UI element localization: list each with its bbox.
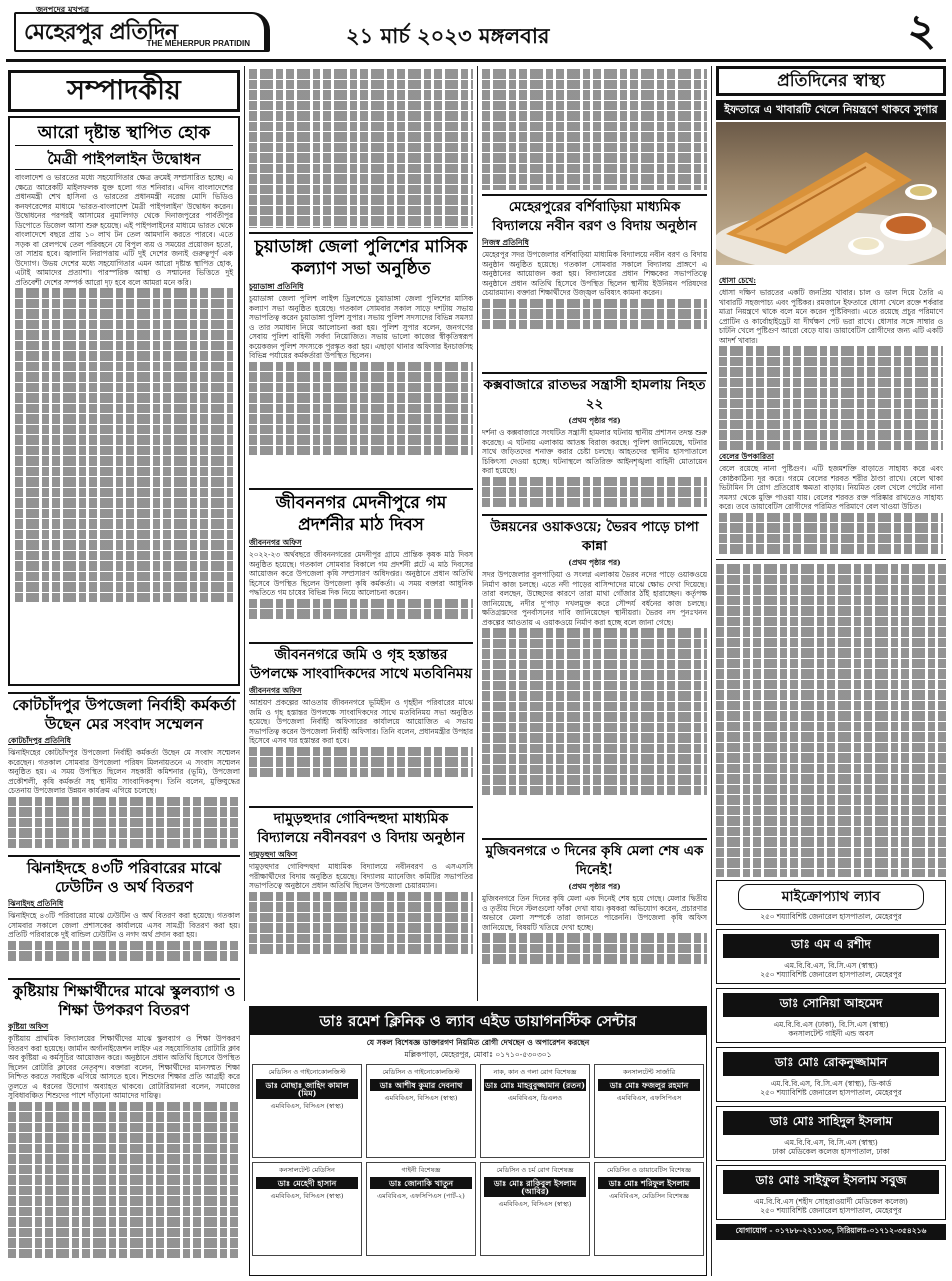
clinic-title: ডাঃ রমেশ ক্লিনিক ও ল্যাব এইড ডায়াগনস্টিক সেন্টার [250,1007,706,1035]
masthead [6,4,946,62]
clinic-doctor-card [252,1064,362,1158]
dosa-illustration [716,122,946,265]
editorial-section-banner [8,70,240,112]
article-headline: কক্সবাজারে রাতভর সন্ত্রাসী হামলায় নিহত ২২ [483,377,706,412]
article-headline: মুজিবনগরে ৩ দিনের কৃষি মেলা শেষ এক দিনেই! [485,843,704,878]
article-headline: জীবননগর মেদনীপুরে গম প্রদর্শনীর মাঠ দিবস [275,493,447,535]
doctor-department: কনসালটেন্ট মেডিসিন [279,1166,335,1174]
doctor-department: গাইনী বিশেষজ্ঞ [401,1166,441,1174]
masthead-name: মেহেরপুর প্রতিদিন [24,19,178,45]
editorial-article [8,116,240,686]
doctor-department: মেডিসিন ও গাইনোকোলজিস্ট [268,1068,346,1076]
article-body: আশ্রয়ণ প্রকল্পের আওতায় জীবননগরে ভূমিহীন ও গৃহহীন পরিবারের মাঝে জমি ও গৃহ হস্তান্তর উপলক্ষে সাংবাদিকদের সাথে মতবিনিময় সভা অনুষ্ঠিত হয়েছে। উপজেলা নির্বাহী অফিসারের কার্যালয়ে আয়োজিত এ সভায় সভাপতিত্ব করেন উপজেলা নির্বাহী অফিসার। তিনি বলেন, প্রধানমন্ত্রীর উপহার হিসেবে এসব ঘর হস্তান্তর করা হবে। [249,698,473,745]
doctor-ad-qualifications: এম.বি.বি.এস, বি.সি.এস (স্বাস্থ্য) [784,1138,878,1147]
doctor-department: কনসালটেন্ট সার্জারি [622,1068,676,1076]
right-ads-footer: যোগাযোগ - ০১৭৮৮-২২১১৩৩, সিরিয়ালঃ-০১৭১২-৩৫৪২১৬ [716,1224,946,1240]
article-byline: জীবননগর অফিস [249,686,302,695]
article-headline: চুয়াডাঙ্গা জেলা পুলিশের মাসিক কল্যাণ সভা অনুষ্ঠিত [254,237,468,279]
article-body: কুষ্টিয়ায় প্রাথমিক বিদ্যালয়ের শিক্ষার্থীদের মাঝে স্কুলব্যাগ ও শিক্ষা উপকরণ বিতরণ করা হয়েছে। জার্মান অর্গানাইজেশন লাইফ এর সহযোগিতায় রোটারি ক্লাব অব কুষ্টিয়া এ কর্মসূচির আয়োজন করে। অনুষ্ঠানে প্রধান অতিথি হিসেবে উপস্থিত ছিলেন রোটারি ক্লাবের নেতৃবৃন্দ। বক্তারা বলেন, শিক্ষার্থীদের মানসম্মত শিক্ষা নিশ্চিত করতে সবাইকে এগিয়ে আসতে হবে। শিশুদের শিক্ষার প্রতি আগ্রহী করে তুলতে এ ধরনের উদ্যোগ অব্যাহত থাকবে। রোটারিয়ানরা বলেন, সমাজের সুবিধাবঞ্চিত শিশুদের পাশে দাঁড়ানো আমাদের দায়িত্ব। [8,1034,240,1100]
health-sub-label: বেলের উপকারিতা [719,452,774,461]
clinic-doctor-card [252,1162,362,1256]
doctor-ad-name: ডাঃ মোঃ সাহিদুল ইসলাম [723,1111,939,1135]
doctor-qualifications: এমবিবিএস, বিসিএস (স্বাস্থ্য) [384,1094,458,1102]
doctor-ad-workplace: ঢাকা মেডিকেল কলেজ হাসপাতাল, ঢাকা [772,1147,890,1156]
article-headline: দামুড়হুদার গোবিন্দহুদা মাধ্যমিক বিদ্যালয়ে নবীনবরণ ও বিদায় অনুষ্ঠান [257,811,465,846]
article-cox-attack [482,372,707,510]
doctor-ad [716,929,946,984]
doctor-department: মেডিসিন ও চর্ম রোগ বিশেষজ্ঞ [496,1166,574,1174]
article-byline: নিজস্ব প্রতিনিধি [482,238,529,247]
lab-ad-name: মাইক্রোপ্যাথ ল্যাব [738,884,924,910]
doctor-qualifications: এমবিবিএস, বিসিএস (স্বাস্থ্য) [498,1200,572,1208]
article-body: মুজিবনগরে তিন দিনের কৃষি মেলা এক দিনেই শেষ হয়ে গেছে। মেলার দ্বিতীয় ও তৃতীয় দিনে স্টলগুলো ফাঁকা দেখা যায়। কৃষকরা অভিযোগ করেন, প্রচারণার অভাবে মেলা সম্পর্কে তারা জানতে পারেননি। উপজেলা কৃষি অফিস জানিয়েছে, বিষয়টি খতিয়ে দেখা হচ্ছে। [482,894,707,932]
doctor-ad [716,988,946,1043]
doctor-department: নাক, কান ও গলা রোগ বিশেষজ্ঞ [493,1068,577,1076]
doctor-ad-name: ডাঃ সোনিয়া আহমেদ [723,993,939,1017]
doctor-ad-name: ডাঃ মোঃ রোকনুজ্জামান [723,1052,939,1076]
doctor-name: ডাঃ জোনাকি খাতুন [370,1177,472,1189]
doctor-name: ডাঃ মোঃ রাকিবুল ইসলাম (আবির) [484,1177,586,1197]
article-chuadanga-police [249,232,473,484]
clinic-advertisement [249,1006,707,1276]
doctor-name: ডাঃ মোঃ ফজলুর রহমান [598,1079,700,1091]
article-headline: কুষ্টিয়ায় শিক্ষার্থীদের মাঝে স্কুলব্যাগ ও শিক্ষা উপকরণ বিতরণ [12,982,236,1019]
doctor-qualifications: এমবিবিএস, বিসিএস (স্বাস্থ্য) [270,1102,344,1110]
right-doctor-ads [716,880,946,1276]
article-borshibaria-school [482,194,707,368]
doctor-ad [716,1165,946,1220]
article-headline: কোটচাঁদপুর উপজেলা নির্বাহী কর্মকর্তা উছেন মের সংবাদ সম্মেলন [12,696,236,733]
right-doctor-list [716,929,946,1220]
doctor-name: ডাঃ মেহেদী হাসান [256,1177,358,1189]
doctor-ad-qualifications: এম.বি.বি.এস, বি.সি.এস (স্বাস্থ্য) [784,961,878,970]
health-section-banner [716,66,946,96]
article-byline: কুষ্টিয়া অফিস [8,1022,49,1031]
column4-continued [716,559,946,877]
editorial-headline: আরো দৃষ্টান্ত স্থাপিত হোক [15,121,233,146]
dosa-photo [716,122,946,265]
health-section-title: প্রতিদিনের স্বাস্থ্য [777,71,885,91]
lab-ad-address: ২৫০ শয্যাবিশিষ্ট জেনারেল হাসপাতাল, মেহেরপুর [760,912,902,921]
article-kotchandpur [8,692,240,852]
doctor-ad-workplace: ২৫০ শয্যাবিশিষ্ট জেনারেল হাসপাতাল, মেহেরপুর [760,970,902,979]
article-kushtia [8,978,240,1276]
clinic-doctor-card [366,1162,476,1256]
clinic-doctor-card [480,1162,590,1256]
column3-continued [482,68,707,190]
doctor-name: ডাঃ আশীষ কুমার দেবনাথ [370,1079,472,1091]
doctor-ad-workplace: ২৫০ শয্যাবিশিষ্ট জেনারেল হাসপাতাল, মেহেরপুর [760,1088,902,1097]
doctor-ad [716,1106,946,1161]
doctor-department: মেডিসিন ও ডায়াবেটিস বিশেষজ্ঞ [607,1166,691,1174]
clinic-doctor-card [366,1064,476,1158]
doctor-ad-qualifications: এম.বি.বি.এস (শহীদ সোহরাওয়ার্দী মেডিকেল কলেজ) [754,1197,908,1206]
article-headline: ঝিনাইদহে ৪৩টি পরিবারের মাঝে ঢেউটিন ও অর্থ বিতরণ [26,859,222,896]
doctor-ad-name: ডাঃ এম এ রশীদ [723,934,939,958]
doctor-department: মেডিসিন ও গাইনোকোলজিস্ট [382,1068,460,1076]
doctor-qualifications: এমবিবিএস, বিসিএস (স্বাস্থ্য) [270,1192,344,1200]
article-body: দামুড়হুদার গোবিন্দহুদা মাধ্যমিক বিদ্যালয়ে নবীনবরণ ও এসএসসি পরীক্ষার্থীদের বিদায় অনুষ্ঠিত হয়েছে। বিদ্যালয় ম্যানেজিং কমিটির সভাপতির সভাপতিত্বে অনুষ্ঠানে প্রধান অতিথি ছিলেন উপজেলা চেয়ারম্যান। [249,862,473,890]
doctor-ad-qualifications: এম.বি.বি.এস (ঢাকা), বি.সি.এস (স্বাস্থ্য) [773,1020,889,1029]
article-byline: (প্রথম পৃষ্ঠার পর) [568,558,621,567]
doctor-qualifications: এমবিবিএস, এফসিপিএস [616,1094,682,1102]
article-headline: মেহেরপুরের বর্শিবাড়িয়া মাধ্যমিক বিদ্যালয়ে নবীন বরণ ও বিদায় অনুষ্ঠান [492,199,697,234]
editorial-section-title: সম্পাদকীয় [67,75,181,106]
doctor-ad-workplace: ২৫০ শয্যাবিশিষ্ট জেনারেল হাসপাতাল, মেহেরপুর [760,1206,902,1215]
article-body: মেহেরপুর সদর উপজেলার বর্শিবাড়িয়া মাধ্যমিক বিদ্যালয়ে নবীন বরণ ও বিদায় অনুষ্ঠান অনুষ্ঠিত হয়েছে। গতকাল সোমবার সকালে বিদ্যালয় প্রাঙ্গণে এ অনুষ্ঠানের আয়োজন করা হয়। বিদ্যালয়ের প্রধান শিক্ষকের সভাপতিত্বে অনুষ্ঠানে প্রধান অতিথি হিসেবে উপস্থিত ছিলেন স্থানীয় ইউনিয়ন পরিষদের চেয়ারম্যান। বক্তারা শিক্ষার্থীদের উজ্জ্বল ভবিষ্যৎ কামনা করেন। [482,250,707,297]
article-byline: (প্রথম পৃষ্ঠার পর) [568,882,621,891]
issue-date: ২১ মার্চ ২০২৩ মঙ্গলবার [346,23,550,48]
article-byline: কোটচাঁদপুর প্রতিনিধি [8,736,71,745]
masthead-logo [14,12,270,52]
clinic-subtitle: যে সকল বিশেষজ্ঞ ডাক্তারগণ নিয়মিত রোগী দেখছেন ও অপারেশন করছেন [366,1038,590,1047]
column2-continued [249,68,473,228]
doctor-name: ডাঃ মোছাঃ জাহিদ কামাল (মিম) [256,1079,358,1099]
doctor-qualifications: এমবিবিএস, ডিএলও [507,1094,563,1102]
editorial-subhead: মৈত্রী পাইপলাইন উদ্বোধন [15,149,233,170]
article-mujibnagar-fair [482,838,707,1002]
doctor-qualifications: এমবিবিএস, এফসিপিএস (পার্ট-২) [377,1192,465,1200]
article-byline: দামুড়হুদা অফিস [249,850,298,859]
article-jhenaidah [8,855,240,975]
health-article [716,100,946,555]
article-bhairab-walkway [482,514,707,834]
health-body: ধোসা দক্ষিণ ভারতের একটি জনপ্রিয় খাবার। চাল ও ডাল দিয়ে তৈরি এ খাবারটি সহজপাচ্য এবং পুষ্টিকর। রমজানে ইফতারে ধোসা খেলে রক্তে শর্করার মাত্রা নিয়ন্ত্রণে থাকে বলে মনে করেন পুষ্টিবিদরা। এতে রয়েছে প্রচুর পরিমাণে প্রোটিন ও কার্বোহাইড্রেট যা দীর্ঘক্ষণ পেট ভরা রাখে। ধোসার সঙ্গে সাম্বার ও চাটনি খেলে পুষ্টিগুণ আরো বেড়ে যায়। ডায়াবেটিস রোগীদের জন্য এটি একটি আদর্শ খাবার। [719,288,943,345]
lab-ad [716,880,946,925]
article-body: ঝিনাইদহে ৪৩টি পরিবারের মাঝে ঢেউটিন ও অর্থ বিতরণ করা হয়েছে। গতকাল সোমবার সকালে জেলা প্রশাসকের কার্যালয়ে এসব সামগ্রী বিতরণ করা হয়। প্রতিটি পরিবারকে দুই বান্ডিল ঢেউটিন ও নগদ অর্থ প্রদান করা হয়। [8,911,240,939]
doctor-ad-name: ডাঃ মোঃ সাইফুল ইসলাম সবুজ [723,1170,939,1194]
health-lead-label: ধোসা চেখে: [719,276,756,285]
article-headline: উন্নয়নের ওয়াকওয়ে; ভৈরব পাড়ে চাপা কান্না [490,519,699,554]
article-body: দর্শনা ও কক্সবাজারে সংঘটিত সন্ত্রাসী হামলার ঘটনায় স্থানীয় প্রশাসন তদন্ত শুরু করেছে। এ ঘটনায় এলাকায় আতঙ্ক বিরাজ করছে। পুলিশ জানিয়েছে, ঘটনার সাথে জড়িতদের শনাক্ত করার চেষ্টা চলছে। আহতদের স্থানীয় হাসপাতালে চিকিৎসা দেওয়া হচ্ছে। ঘটনাস্থলে অতিরিক্ত আইনশৃঙ্খলা বাহিনী মোতায়েন করা হয়েছে। [482,428,707,475]
health-headline: ইফতারে এ খাবারটি খেলে নিয়ন্ত্রণে থাকবে সুগার [716,100,946,120]
article-byline: (প্রথম পৃষ্ঠার পর) [568,416,621,425]
article-byline: ঝিনাইদহ প্রতিনিধি [8,899,64,908]
article-byline: জীবননগর অফিস [249,538,302,547]
clinic-doctor-card [594,1064,704,1158]
doctor-name: ডাঃ মোঃ মাহবুবুজ্জামান (রতন) [485,1080,585,1090]
doctor-ad-qualifications: এম.বি.বি.এস, বি.সি.এস (স্বাস্থ্য), ডি-কার্ড [770,1079,892,1088]
article-body: ঝিনাইদহের কোটচাঁদপুর উপজেলা নির্বাহী কর্মকর্তা উছেন মে সংবাদ সম্মেলন করেছেন। গতকাল সোমবার উপজেলা পরিষদ মিলনায়তনে এ সংবাদ সম্মেলন অনুষ্ঠিত হয়। এ সময় উপস্থিত ছিলেন সহকারী কমিশনার (ভূমি), উপজেলা প্রকৌশলী, কৃষি কর্মকর্তা সহ স্থানীয় সাংবাদিকবৃন্দ। তিনি বলেন, মুক্তিযুদ্ধের চেতনায় উপজেলার উন্নয়ন কার্যক্রম এগিয়ে চলেছে। [8,748,240,795]
doctor-ad [716,1047,946,1102]
health-body-2: বেলে রয়েছে নানা পুষ্টিগুণ। এটি হজমশক্তি বাড়াতে সাহায্য করে এবং কোষ্ঠকাঠিন্য দূর করে। গরমে বেলের শরবত শরীর ঠাণ্ডা রাখে। বেলে থাকা ভিটামিন সি রোগ প্রতিরোধ ক্ষমতা বাড়ায়। নিয়মিত বেল খেলে পেটের নানা সমস্যা থেকে মুক্তি পাওয়া যায়। বেলের শরবত রক্ত পরিষ্কার রাখতেও সাহায্য করে। তবে ডায়াবেটিস রোগীদের পরিমিত পরিমাণে বেল খাওয়া উচিত। [719,464,943,511]
clinic-address: মল্লিকপাড়া, মেহেরপুর, মোবাঃ ০১৭১০-৫৩০৩০১ [404,1050,552,1059]
article-body: ২০২২-২৩ অর্থবছরে জীবননগরের মেদনীপুর গ্রামে প্রান্তিক কৃষক মাঠ দিবস অনুষ্ঠিত হয়েছে। গতকাল সোমবার বিকালে গম প্রদর্শনী প্লটে এ মাঠ দিবসের আয়োজন করে উপজেলা কৃষি সম্প্রসারণ অধিদপ্তর। অনুষ্ঠানে প্রধান অতিথি হিসেবে উপস্থিত ছিলেন উপজেলা কৃষি কর্মকর্তা। এ সময় বক্তারা আধুনিক পদ্ধতিতে গম চাষের বিভিন্ন দিক নিয়ে আলোচনা করেন। [249,550,473,597]
article-jibannagar-land [249,642,473,802]
article-headline: জীবননগরে জমি ও গৃহ হস্তান্তর উপলক্ষে সাংবাদিকদের সাথে মতবিনিময় [250,647,472,682]
article-damurhuda-school [249,806,473,1004]
clinic-doctor-card [480,1064,590,1158]
doctor-name: ডাঃ মোঃ শরিফুল ইসলাম [598,1177,700,1189]
editorial-body: বাংলাদেশ ও ভারতের মধ্যে সহযোগিতার ক্ষেত্র ক্রমেই সম্প্রসারিত হচ্ছে। এ ক্ষেত্রে আরেকটি মাইলফলক যুক্ত হলো গত শনিবার। এদিন বাংলাদেশের প্রধানমন্ত্রী শেখ হাসিনা ও ভারতের প্রধানমন্ত্রী নরেন্দ্র মোদি ভিডিও কনফারেন্সের মাধ্যমে 'ভারত-বাংলাদেশ মৈত্রী পাইপলাইন' উদ্বোধন করেন। উদ্বোধনের পরপরই আসামের নুমালিগড় থেকে দিনাজপুরের পার্বতীপুর ডিপোতে ডিজেল আসা শুরু হয়েছে। এই পাইপলাইনের মাধ্যমে ভারত থেকে বাংলাদেশে বছরে প্রায় ১০ লাখ টন তেল আমদানি করতে পারবে। এতে সড়ক বা রেলপথে তেল পরিবহনে যে বিপুল ব্যয় ও সময়ের প্রয়োজন হতো, তা সাশ্রয় হবে। জ্বালানি নিরাপত্তায় এটি দুই দেশের জন্যই গুরুত্বপূর্ণ এক উদ্যোগ। উভয় দেশের মধ্যে সহযোগিতার এমন আরো দৃষ্টান্ত স্থাপিত হোক, এটাই আমাদের প্রত্যাশা। পারস্পরিক আস্থা ও সম্মানের ভিত্তিতে দুই প্রতিবেশী দেশের সম্পর্ক আরো দৃঢ় হবে বলে আমরা মনে করি। [15,173,233,287]
doctor-ad-workplace: কনসালটেন্ট গাইনী এন্ড অবস [788,1029,874,1038]
page-number: ২ [907,5,936,56]
article-body: চুয়াডাঙ্গা জেলা পুলিশ লাইন্স ড্রিলশেডে চুয়াডাঙ্গা জেলা পুলিশের মাসিক কল্যাণ সভা অনুষ্ঠিত হয়েছে। গতকাল সোমবার সকাল সাড়ে দশটায় সভায় সভাপতিত্ব করেন চুয়াডাঙ্গা পুলিশ সুপার। সভায় পুলিশ সদস্যদের বিভিন্ন সমস্যা ও তার সমাধান নিয়ে আলোচনা করা হয়। পুলিশ সুপার বলেন, জনগণের সেবায় পুলিশ বাহিনী সর্বদা নিয়োজিত। সভায় ভালো কাজের স্বীকৃতিস্বরূপ কয়েকজন পুলিশ সদস্যকে পুরস্কৃত করা হয়। এছাড়া থানার অফিসার ইনচার্জসহ বিভিন্ন পর্যায়ের কর্মকর্তারা উপস্থিত ছিলেন। [249,294,473,360]
masthead-kicker: জনপদের মুখপত্র [36,4,89,14]
masthead-name-en: THE MEHERPUR PRATIDIN [146,39,250,48]
clinic-doctor-card [594,1162,704,1256]
article-jibannagar-wheat [249,488,473,638]
article-byline: চুয়াডাঙ্গা প্রতিনিধি [249,282,304,291]
article-body: সদর উপজেলার বুলপাড়িয়া ও সংলগ্ন এলাকায় ভৈরব নদের পাড়ে ওয়াকওয়ে নির্মাণ কাজ চলছে। এতে নদী পাড়ের বাসিন্দাদের মাঝে ক্ষোভ দেখা দিয়েছে। তারা বলছেন, উচ্ছেদের কারণে তারা মাথা গোঁজার ঠাঁই হারাচ্ছেন। কর্তৃপক্ষ জানিয়েছে, নদীর দু'পাড় দখলমুক্ত করে সৌন্দর্য বর্ধনের কাজ চলছে। ক্ষতিগ্রস্তদের পুনর্বাসনের দাবি জানিয়েছেন স্থানীয়রা। ভৈরব নদ পুনঃখনন প্রকল্পের আওতায় এ ওয়াকওয়ে নির্মাণ করা হচ্ছে বলে জানা গেছে। [482,570,707,627]
clinic-doctor-grid [250,1064,706,1260]
doctor-qualifications: এমবিবিএস, মেডিসিন বিশেষজ্ঞ [609,1192,689,1200]
